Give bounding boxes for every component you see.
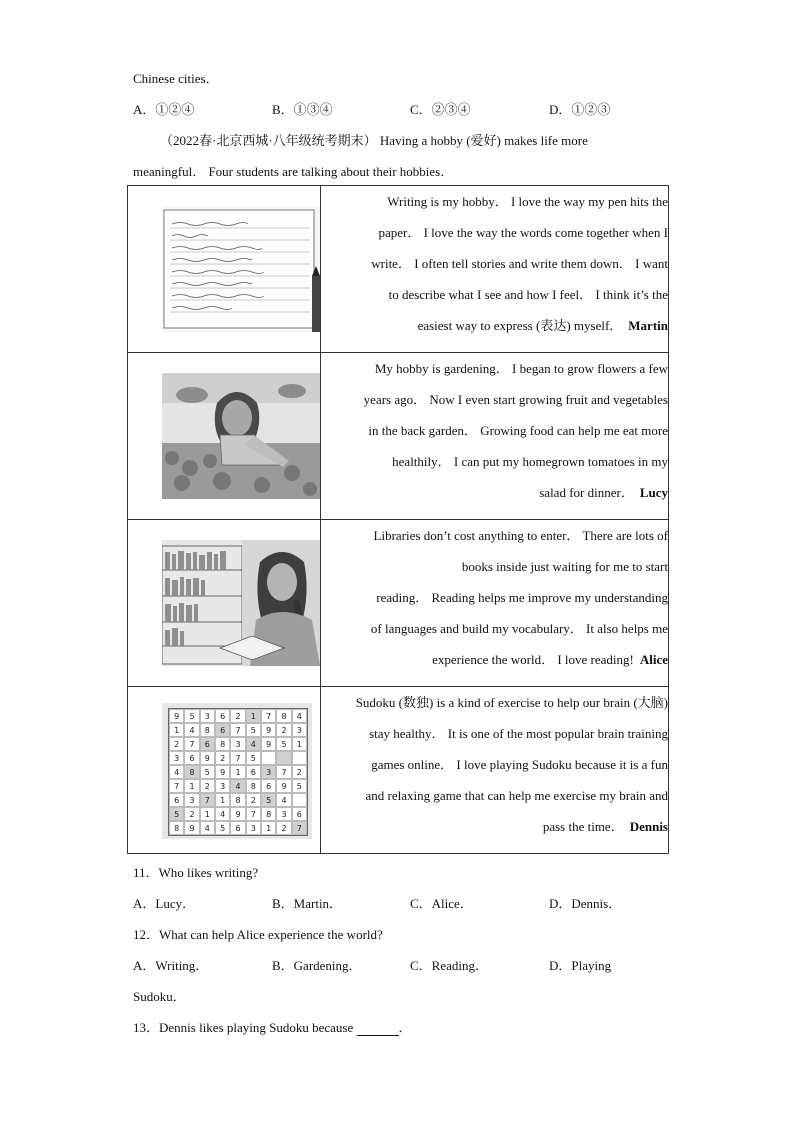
sudoku-cell: 2 <box>215 751 230 765</box>
student-name: Dennis <box>629 819 668 834</box>
sudoku-cell: 7 <box>230 723 245 737</box>
sudoku-cell: 8 <box>215 737 230 751</box>
sudoku-cell: 7 <box>261 709 276 723</box>
sudoku-cell <box>276 751 291 765</box>
sudoku-cell: 1 <box>200 807 215 821</box>
sudoku-cell: 9 <box>184 821 199 835</box>
sudoku-cell: 6 <box>261 779 276 793</box>
text-line: pass the time． Dennis <box>542 819 668 834</box>
sudoku-cell: 6 <box>292 807 307 821</box>
sudoku-cell: 5 <box>276 737 291 751</box>
sudoku-cell: 2 <box>276 821 291 835</box>
text-line: easiest way to express (表达) myself． Martin <box>417 318 668 333</box>
sudoku-cell: 5 <box>246 723 261 737</box>
answer-blank[interactable] <box>357 1023 399 1036</box>
sudoku-cell: 5 <box>169 807 184 821</box>
sudoku-cell: 4 <box>246 737 261 751</box>
sudoku-grid <box>168 708 308 836</box>
text-line: reading． Reading helps me improve my understanding <box>376 590 668 605</box>
sudoku-cell: 4 <box>276 793 291 807</box>
text-line: games online． I love playing Sudoku because it is a fun <box>371 757 668 772</box>
sudoku-cell: 5 <box>200 765 215 779</box>
image-cell <box>128 687 321 854</box>
sudoku-cell: 9 <box>200 751 215 765</box>
sudoku-cell: 9 <box>169 709 184 723</box>
passage-intro <box>160 130 588 149</box>
text-line: years ago． Now I even start growing fruit and vegetables <box>363 392 668 407</box>
student-name: Martin <box>628 318 668 333</box>
text-line: to describe what I see and how I feel． I think it’s the <box>388 287 668 302</box>
sudoku-cell: 6 <box>230 821 245 835</box>
sudoku-cell: 9 <box>215 765 230 779</box>
q12-option-a: A．Writing． <box>133 958 209 973</box>
sudoku-cell <box>261 751 276 765</box>
text-line: paper． I love the way the words come together when I <box>378 225 668 240</box>
q12-option-d: D．Playing <box>549 958 612 973</box>
sudoku-cell <box>292 793 307 807</box>
sudoku-cell: 2 <box>169 737 184 751</box>
sudoku-cell: 7 <box>169 779 184 793</box>
sudoku-cell: 2 <box>184 807 199 821</box>
sudoku-cell: 3 <box>200 709 215 723</box>
sudoku-cell: 4 <box>200 821 215 835</box>
sudoku-cell: 7 <box>246 807 261 821</box>
gardening-girl-icon <box>162 373 320 499</box>
sudoku-cell: 6 <box>215 709 230 723</box>
sudoku-cell: 2 <box>200 779 215 793</box>
sudoku-cell: 8 <box>200 723 215 737</box>
text-line: My hobby is gardening． I began to grow flowers a few <box>374 361 668 376</box>
sudoku-grid-icon <box>162 703 312 839</box>
sudoku-cell: 3 <box>261 765 276 779</box>
prev-option-d: D．①②③ <box>549 102 611 117</box>
sudoku-cell: 5 <box>246 751 261 765</box>
text-cell <box>321 186 669 353</box>
table-row <box>128 186 669 353</box>
sudoku-cell: 4 <box>169 765 184 779</box>
sudoku-cell: 4 <box>215 807 230 821</box>
text-line: salad for dinner． Lucy <box>539 485 668 500</box>
text-cell <box>321 687 669 854</box>
sudoku-cell <box>292 751 307 765</box>
text-line: healthily． I can put my homegrown tomatoes in my <box>392 454 668 469</box>
sudoku-cell: 8 <box>169 821 184 835</box>
q12-option-d-wrap: Sudoku． <box>133 989 186 1004</box>
text-line: in the back garden． Growing food can help me eat more <box>368 423 668 438</box>
sudoku-cell: 6 <box>169 793 184 807</box>
sudoku-cell: 8 <box>276 709 291 723</box>
q11-option-d: D．Dennis． <box>549 896 622 911</box>
sudoku-cell: 4 <box>230 779 245 793</box>
previous-question-tail: Chinese cities． <box>133 71 219 86</box>
text-line: Writing is my hobby． I love the way my pen hits the <box>387 194 668 209</box>
table-row <box>128 520 669 687</box>
question-12-stem: 12．What can help Alice experience the world? <box>133 927 383 942</box>
prev-option-a: A．①②④ <box>133 102 195 117</box>
q12-option-b: B．Gardening． <box>272 958 362 973</box>
question-11-stem: 11．Who likes writing? <box>133 865 259 880</box>
sudoku-cell: 4 <box>292 709 307 723</box>
text-cell <box>321 520 669 687</box>
sudoku-cell: 9 <box>230 807 245 821</box>
library-reading-girl-icon <box>162 540 320 666</box>
sudoku-cell: 2 <box>276 723 291 737</box>
sudoku-cell: 8 <box>261 807 276 821</box>
prev-option-b: B．①③④ <box>272 102 333 117</box>
table-row <box>128 353 669 520</box>
text-line: write． I often tell stories and write them down． I want <box>371 256 668 271</box>
sudoku-cell: 3 <box>215 779 230 793</box>
q11-option-b: B．Martin． <box>272 896 343 911</box>
sudoku-cell: 1 <box>215 793 230 807</box>
sudoku-cell: 6 <box>246 765 261 779</box>
image-cell <box>128 520 321 687</box>
sudoku-cell: 3 <box>276 807 291 821</box>
sudoku-cell: 2 <box>292 765 307 779</box>
sudoku-cell: 7 <box>292 821 307 835</box>
text-line: stay healthy． It is one of the most popular brain training <box>369 726 668 741</box>
sudoku-cell: 5 <box>215 821 230 835</box>
sudoku-cell: 1 <box>184 779 199 793</box>
student-name: Alice <box>639 652 668 667</box>
text-line: experience the world． I love reading! Alice <box>432 652 668 667</box>
sudoku-cell: 1 <box>169 723 184 737</box>
q11-option-a: A．Lucy． <box>133 896 196 911</box>
sudoku-cell: 6 <box>200 737 215 751</box>
q11-option-c: C．Alice． <box>410 896 473 911</box>
text-line: books inside just waiting for me to start <box>461 559 668 574</box>
sudoku-cell: 8 <box>230 793 245 807</box>
sudoku-cell: 7 <box>200 793 215 807</box>
text-line: Sudoku (数独) is a kind of exercise to help our brain (大脑) <box>355 695 668 710</box>
sudoku-cell: 1 <box>230 765 245 779</box>
sudoku-cell: 9 <box>261 737 276 751</box>
q12-option-c: C．Reading． <box>410 958 488 973</box>
image-cell <box>128 353 321 520</box>
sudoku-cell: 7 <box>276 765 291 779</box>
sudoku-cell: 6 <box>215 723 230 737</box>
passage-line-2: meaningful． Four students are talking about their hobbies． <box>133 164 454 179</box>
sudoku-cell: 5 <box>184 709 199 723</box>
sudoku-cell: 2 <box>230 709 245 723</box>
sudoku-cell: 7 <box>230 751 245 765</box>
sudoku-cell: 8 <box>246 779 261 793</box>
student-name: Lucy <box>639 485 668 500</box>
question-13-stem: 13．Dennis likes playing Sudoku because ． <box>133 1020 412 1035</box>
passage-line-1: Having a hobby (爱好) makes life more <box>379 133 588 148</box>
sudoku-cell: 3 <box>246 821 261 835</box>
source-tag: （2022春·北京西城·八年级统考期末） <box>160 133 377 148</box>
sudoku-cell: 4 <box>184 723 199 737</box>
text-line: and relaxing game that can help me exercise my brain and <box>365 788 668 803</box>
sudoku-cell: 7 <box>184 737 199 751</box>
diary-notebook-icon <box>162 206 320 332</box>
sudoku-cell: 1 <box>261 821 276 835</box>
hobbies-table <box>127 185 669 854</box>
text-line: Libraries don’t cost anything to enter． There are lots of <box>373 528 668 543</box>
text-cell <box>321 353 669 520</box>
sudoku-cell: 9 <box>261 723 276 737</box>
sudoku-cell: 3 <box>292 723 307 737</box>
sudoku-cell: 9 <box>276 779 291 793</box>
sudoku-cell: 5 <box>292 779 307 793</box>
sudoku-cell: 3 <box>184 793 199 807</box>
image-cell <box>128 186 321 353</box>
prev-option-c: C．②③④ <box>410 102 471 117</box>
sudoku-cell: 2 <box>246 793 261 807</box>
sudoku-cell: 3 <box>230 737 245 751</box>
sudoku-cell: 3 <box>169 751 184 765</box>
sudoku-cell: 1 <box>292 737 307 751</box>
sudoku-cell: 6 <box>184 751 199 765</box>
table-row <box>128 687 669 854</box>
sudoku-cell: 1 <box>246 709 261 723</box>
text-line: of languages and build my vocabulary． It also helps me <box>370 621 668 636</box>
sudoku-cell: 5 <box>261 793 276 807</box>
sudoku-cell: 8 <box>184 765 199 779</box>
